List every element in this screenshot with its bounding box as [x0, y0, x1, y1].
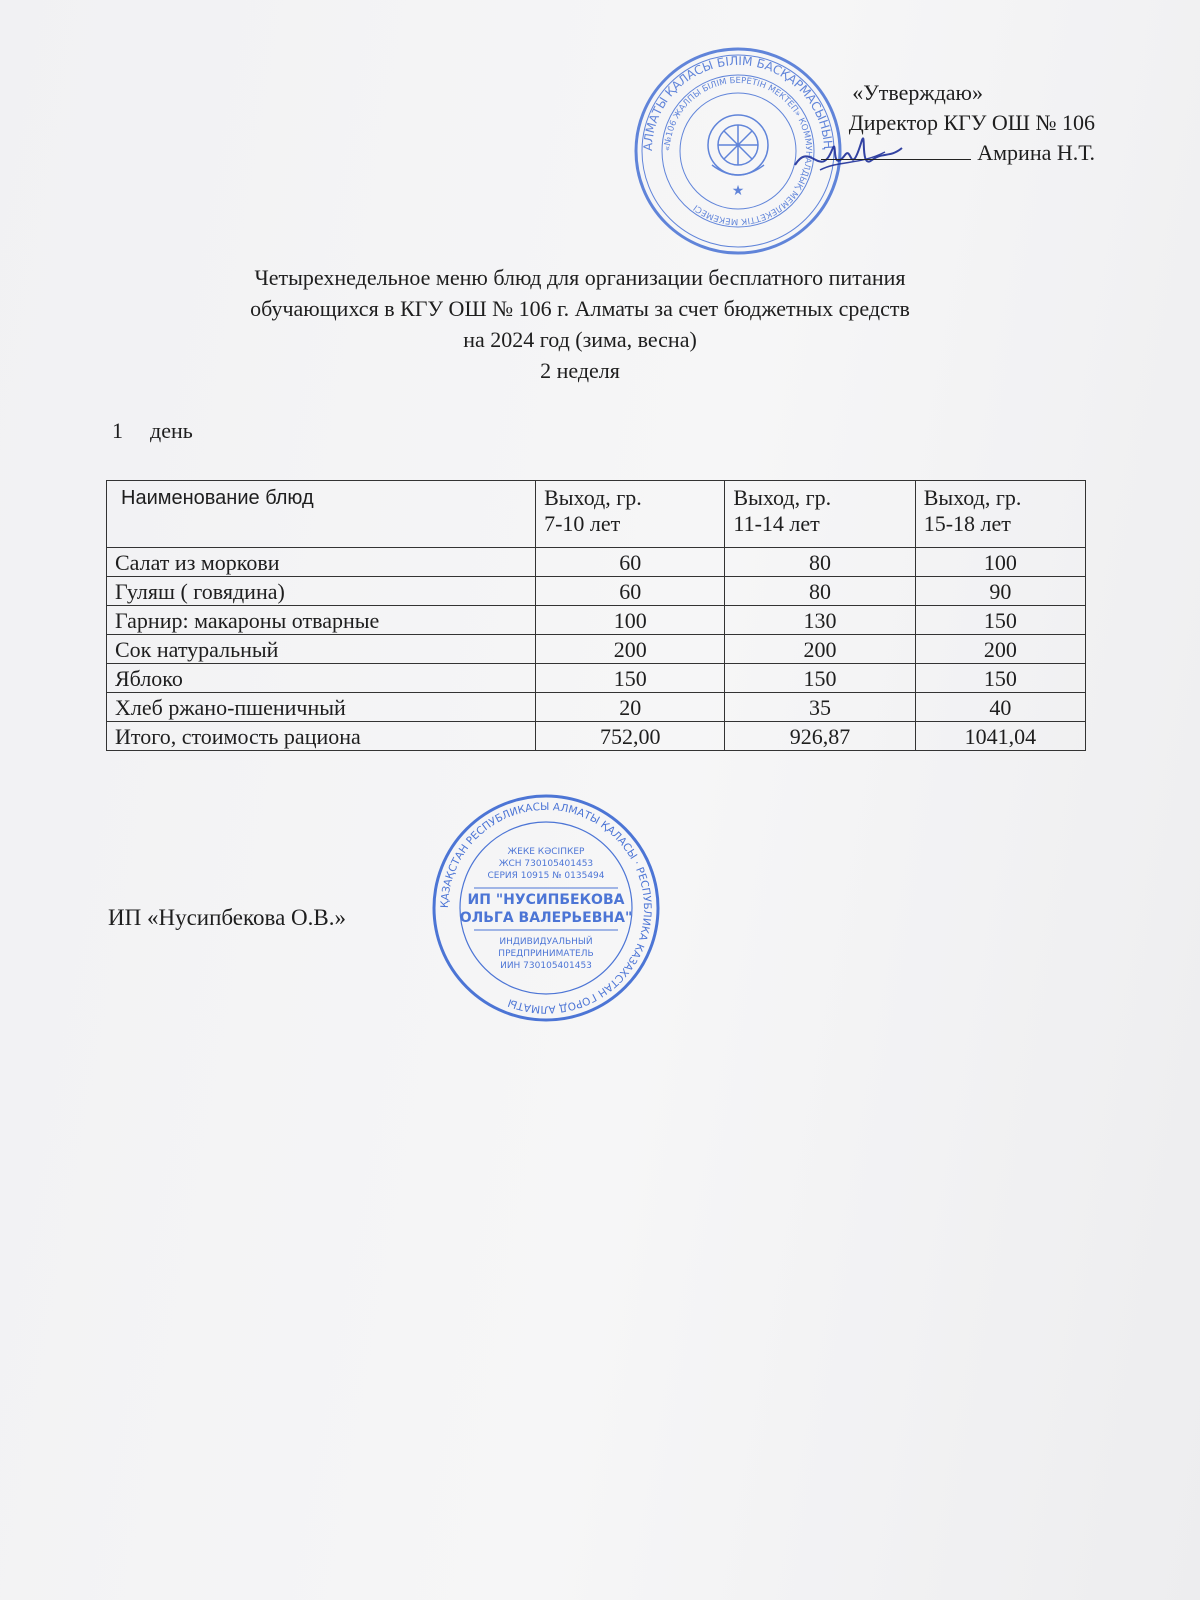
supplier-stamp: [430, 792, 662, 1024]
total-15-18: 1041,04: [915, 722, 1085, 751]
approval-block: [821, 78, 1095, 168]
stamp-ip-line-5: ОЛЬГА ВАЛЕРЬЕВНА": [459, 910, 633, 926]
total-row: [107, 722, 1086, 751]
supplier-stamp-outer-text: ҚАЗАҚСТАН РЕСПУБЛИКАСЫ АЛМАТЫ ҚАЛАСЫ · РЕСПУБЛИКА КАЗАХСТАН ГОРОД АЛМАТЫ: [438, 800, 654, 1016]
title-line-2: обучающихся в КГУ ОШ № 106 г. Алматы за счет бюджетных средств: [250, 296, 910, 321]
menu-table: [106, 480, 1086, 751]
day-number: 1: [112, 418, 123, 443]
dish-name: Яблоко: [107, 664, 536, 693]
portion-7-10: 150: [536, 664, 725, 693]
title-line-4: 2 неделя: [540, 358, 620, 383]
portion-11-14: 80: [725, 548, 915, 577]
total-7-10: 752,00: [536, 722, 725, 751]
star-icon: ★: [731, 184, 745, 199]
emblem-icon: [708, 115, 768, 175]
dish-name: Хлеб ржано-пшеничный: [107, 693, 536, 722]
table-row: [107, 577, 1086, 606]
dish-name: Салат из моркови: [107, 548, 536, 577]
header-dish-name: Наименование блюд: [107, 481, 536, 548]
table-row: [107, 635, 1086, 664]
table-header-row: [107, 481, 1086, 548]
portion-7-10: 60: [536, 548, 725, 577]
title-line-3: на 2024 год (зима, весна): [463, 327, 697, 352]
supplier-name: ИП «Нусипбекова О.В.»: [108, 905, 346, 930]
portion-15-18: 200: [915, 635, 1085, 664]
portion-15-18: 150: [915, 664, 1085, 693]
approval-signatory: [821, 138, 1095, 168]
day-heading: [112, 418, 193, 444]
stamp-ip-line-6: ИНДИВИДУАЛЬНЫЙ: [499, 937, 593, 947]
dish-name: Сок натуральный: [107, 635, 536, 664]
portion-7-10: 100: [536, 606, 725, 635]
portion-11-14: 150: [725, 664, 915, 693]
title-line-1: Четырехнедельное меню блюд для организации бесплатного питания: [254, 265, 906, 290]
table-row: [107, 606, 1086, 635]
table-row: [107, 548, 1086, 577]
portion-11-14: 130: [725, 606, 915, 635]
approval-heading: «Утверждаю»: [852, 80, 983, 105]
portion-7-10: 60: [536, 577, 725, 606]
portion-15-18: 40: [915, 693, 1085, 722]
school-stamp-inner-text: «№106 ЖАЛПЫ БІЛІМ БЕРЕТІН МЕКТЕП» КОММУНАЛДЫҚ МЕМЛЕКЕТТІК МЕКЕМЕСІ: [662, 75, 814, 227]
school-stamp-outer-text: АЛМАТЫ ҚАЛАСЫ БІЛІМ БАСҚАРМАСЫНЫҢ: [640, 53, 836, 152]
portion-11-14: 35: [725, 693, 915, 722]
portion-7-10: 20: [536, 693, 725, 722]
total-11-14: 926,87: [725, 722, 915, 751]
dish-name: Гуляш ( говядина): [107, 577, 536, 606]
header-age-11-14: Выход, гр. 11-14 лет: [725, 481, 915, 548]
portion-15-18: 150: [915, 606, 1085, 635]
approval-position: Директор КГУ ОШ № 106: [848, 110, 1095, 135]
stamp-ip-line-1: ЖЕКЕ КӘСІПКЕР: [507, 847, 585, 857]
stamp-ip-line-7: ПРЕДПРИНИМАТЕЛЬ: [498, 949, 594, 959]
portion-15-18: 90: [915, 577, 1085, 606]
stamp-ip-line-3: СЕРИЯ 10915 № 0135494: [487, 871, 605, 881]
stamp-ip-line-4: ИП "НУСИПБЕКОВА: [467, 892, 625, 908]
approval-name: Амрина Н.Т.: [977, 140, 1095, 165]
portion-15-18: 100: [915, 548, 1085, 577]
document-title: [60, 262, 1100, 386]
total-label: Итого, стоимость рациона: [107, 722, 536, 751]
stamp-ip-line-8: ИИН 730105401453: [500, 961, 592, 971]
portion-11-14: 80: [725, 577, 915, 606]
signature-line: [821, 139, 971, 160]
table-row: [107, 693, 1086, 722]
dish-name: Гарнир: макароны отварные: [107, 606, 536, 635]
table-row: [107, 664, 1086, 693]
stamp-ip-line-2: ЖСН 730105401453: [498, 859, 594, 869]
header-age-15-18: Выход, гр. 15-18 лет: [915, 481, 1085, 548]
portion-11-14: 200: [725, 635, 915, 664]
header-age-7-10: Выход, гр. 7-10 лет: [536, 481, 725, 548]
day-label: день: [150, 418, 193, 443]
portion-7-10: 200: [536, 635, 725, 664]
